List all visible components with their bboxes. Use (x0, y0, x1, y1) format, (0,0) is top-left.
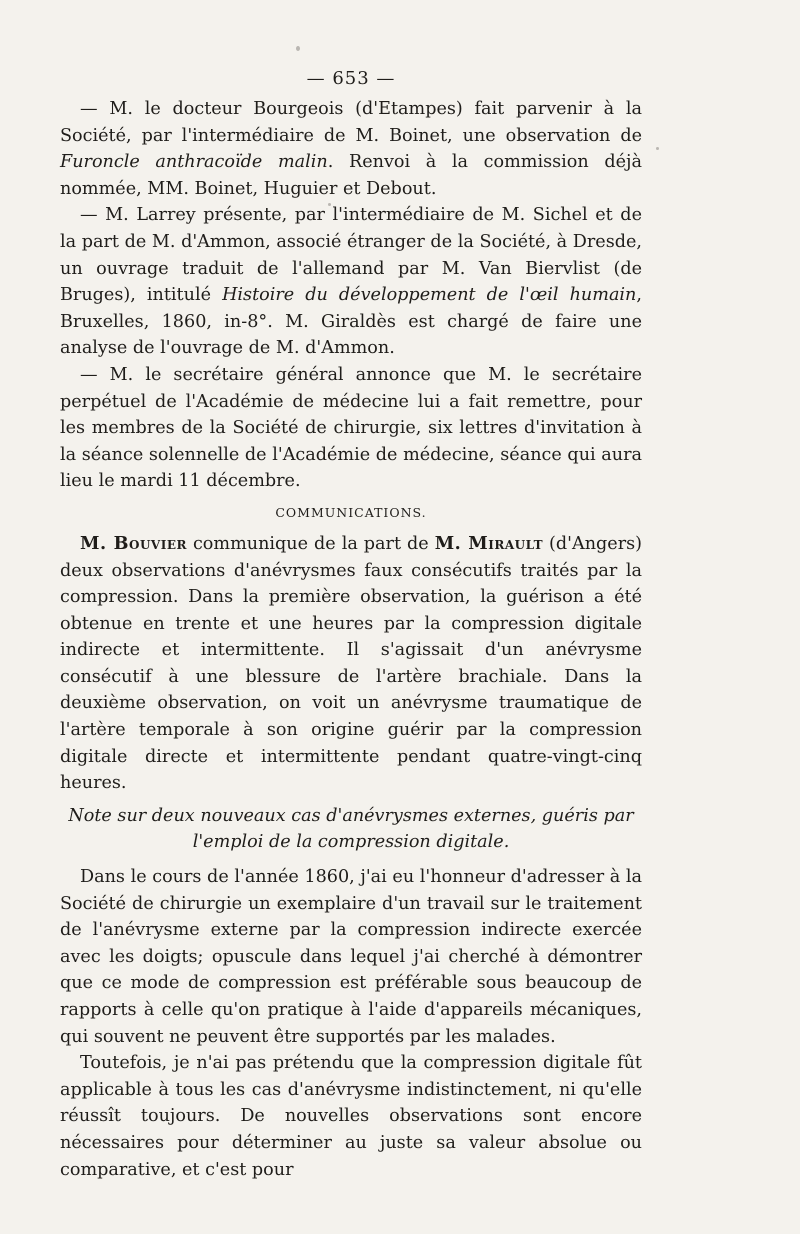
paper-speck (656, 147, 659, 150)
author-name: M. Mirault (434, 532, 544, 554)
text-run: , Bruxelles, 1860, in-8°. M. Giraldès est chargé de faire une analyse de l'ouvrage de M. d'Ammon. (60, 285, 642, 359)
text-run: communique de la part de (186, 533, 435, 554)
text-run: — M. le docteur Bourgeois (d'Etampes) fait parvenir à la Société, par l'intermédiaire de M. Boinet, une observation de (60, 99, 642, 146)
text-run: . Renvoi à la commission déjà nommée, MM. Boinet, Huguier et Debout. (60, 152, 642, 199)
paragraph-larrey (60, 202, 642, 362)
text-run: (d'Angers) deux observations d'anévrysmes faux consécutifs traités par la compression. Dans la première observation, la guérison a été obtenue en trente et une heures par la compression digitale indirecte et intermittente. Il s'agissait d'un anévrysme consécutif à une blessure de l'artère brachiale. Dans la deuxième observation, on voit un anévrysme traumatique de l'artère temporale à son origine guérir par la compression digitale directe et intermittente pendant quatre-vingt-cinq heures. (60, 533, 643, 794)
paragraph-bouvier (60, 531, 642, 797)
author-name: M. Bouvier (80, 532, 187, 554)
paragraph-note-1: Dans le cours de l'année 1860, j'ai eu l'honneur d'adresser à la Société de chirurgie un exemplaire d'un travail sur le traitement de l'anévrysme externe par la compression indirecte exercée avec les doigts; opuscule dans lequel j'ai cherché à démontrer que ce mode de compression est préférable sous beaucoup de rapports à celle qu'on pratique à l'aide d'appareils mécaniques, qui souvent ne peuvent être supportés par les malades. (60, 867, 642, 1047)
italic-title: Histoire du développement de l'œil humain (222, 285, 637, 306)
section-heading: COMMUNICATIONS. (275, 504, 427, 520)
paragraph-secretaire: — M. le secrétaire général annonce que M. le secrétaire perpétuel de l'Académie de médecine lui a fait remettre, pour les membres de la Société de chirurgie, six lettres d'invitation à la séance solennelle de l'Académie de médecine, séance qui aura lieu le mardi 11 décembre. (60, 364, 642, 492)
text-run: — M. Larrey présente, par l'intermédiaire de M. Sichel et de la part de M. d'Ammon, associé étranger de la Société, à Dresde, un ouvrage traduit de l'allemand par M. Van Biervlist (de Bruges), intitulé (60, 205, 642, 306)
page-number: — 653 — (306, 68, 396, 89)
paper-speck (296, 46, 300, 51)
italic-title: Furoncle anthracoïde malin (60, 152, 328, 173)
paragraph-bourgeois (60, 96, 642, 202)
note-title: Note sur deux nouveaux cas d'anévrysmes externes, guéris par l'emploi de la compression digitale. (68, 805, 634, 853)
text-column (60, 66, 642, 1183)
paragraph-note-2: Toutefois, je n'ai pas prétendu que la compression digitale fût applicable à tous les cas d'anévrysme indistinctement, ni qu'elle réussît toujours. De nouvelles observations sont encore nécessaires pour déterminer au juste sa valeur absolue ou comparative, et c'est pour (60, 1053, 642, 1180)
